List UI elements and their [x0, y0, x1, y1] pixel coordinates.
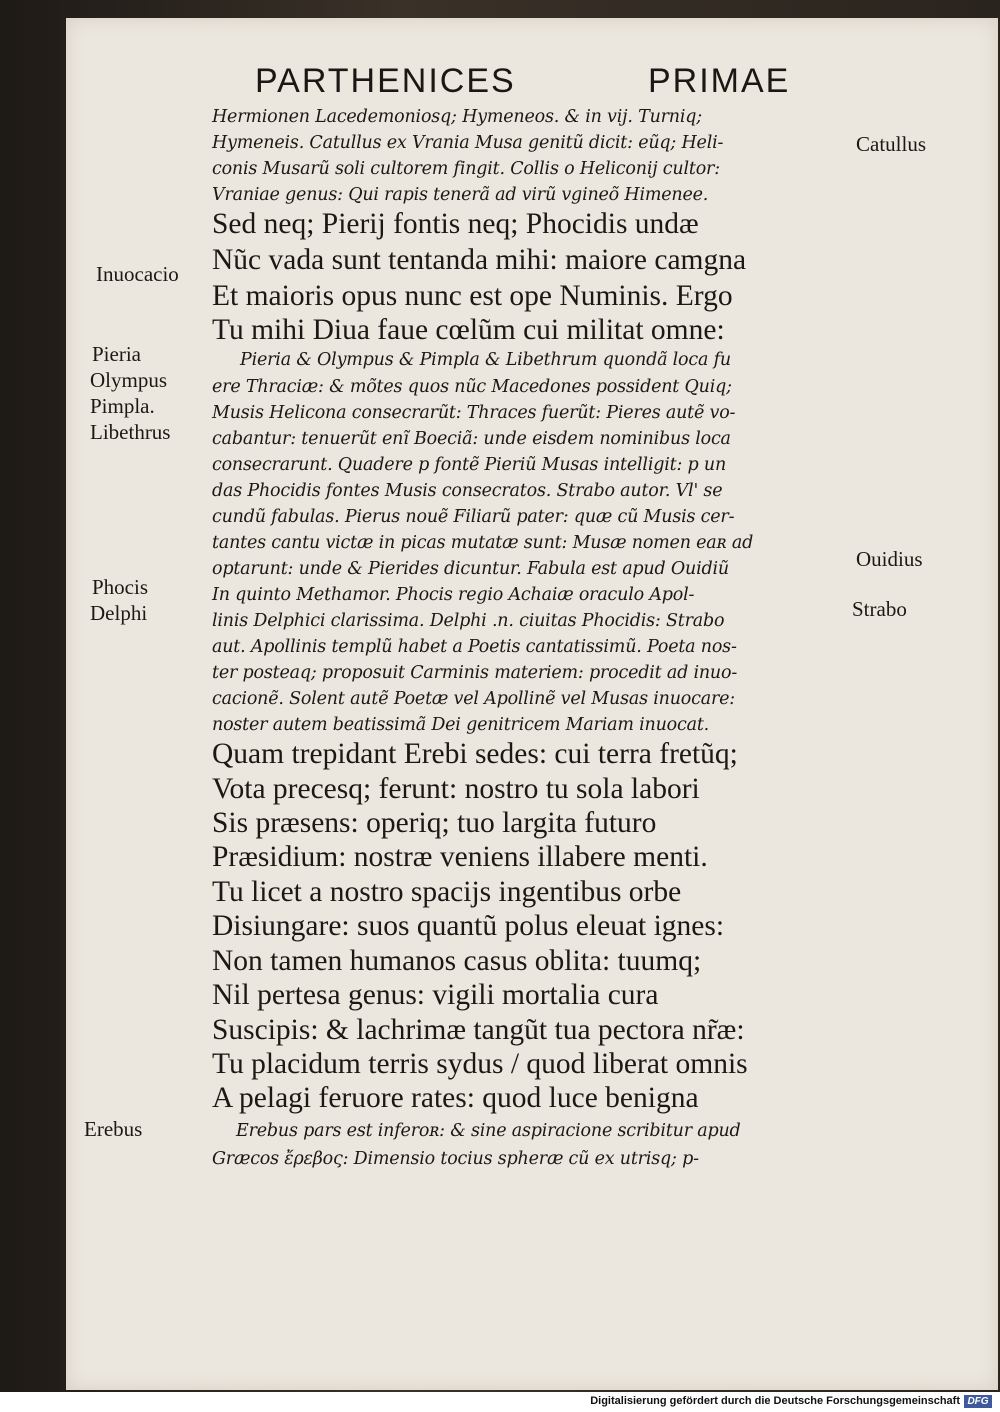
verse-line: Sis præsens: operiq; tuo largita futuro [212, 807, 657, 839]
footer-bar [0, 1392, 1000, 1412]
dfg-logo: DFG [964, 1395, 992, 1408]
verse-line: Vota precesq; ferunt: nostro tu sola labori [212, 773, 700, 805]
verse-line: A pelagi feruore rates: quod luce benigna [212, 1082, 699, 1114]
margin-note-ouidius: Ouidius [856, 547, 923, 571]
verse-line: Suscipis: & lachrimæ tangũt tua pectora nr̃æ: [212, 1014, 745, 1046]
verse-line: Sed neq; Pierij fontis neq; Phocidis undæ [212, 208, 699, 240]
text-line: In quinto Methamor. Phocis regio Achaiæ oraculo Apol- [212, 585, 695, 605]
verse-line: Nũc vada sunt tentanda mihi: maiore camgna [212, 244, 747, 276]
verse-line: Et maioris opus nunc est ope Numinis. Ergo [212, 280, 733, 312]
margin-note-strabo: Strabo [852, 597, 907, 621]
verse-line: Tu placidum terris sydus / quod liberat omnis [212, 1048, 748, 1080]
text-line: Græcos ἔρεβος: Dimensio tocius spheræ cũ ex utrisq; p- [212, 1149, 699, 1169]
verse-line: Disiungare: suos quantũ polus eleuat ignes: [212, 910, 725, 942]
verse-line: Tu licet a nostro spacijs ingentibus orbe [212, 876, 682, 908]
verse-line: Quam trepidant Erebi sedes: cui terra fretũq; [212, 738, 738, 770]
text-line: cacionẽ. Solent autẽ Poetæ vel Apollinẽ vel Musas inuocare: [212, 689, 735, 709]
text-line: Vraniae genus: Qui rapis tenerã ad virũ vgineõ Himenee. [212, 185, 709, 205]
verse-line: Tu mihi Diua faue cœlũm cui militat omne: [212, 314, 725, 346]
text-line: Pieria & Olympus & Pimpla & Libethrum quondã loca fu [240, 350, 731, 370]
text-line: Erebus pars est inferoʀ: & sine aspiracione scribitur apud [236, 1121, 741, 1141]
verse-line: Præsidium: nostræ veniens illabere menti. [212, 841, 708, 873]
margin-note-olympus: Olympus [90, 368, 168, 392]
text-line: noster autem beatissimã Dei genitricem Mariam inuocat. [212, 715, 710, 735]
text-line: conis Musarũ soli cultorem fingit. Collis o Heliconij cultor: [212, 159, 720, 179]
text-line: Hymeneis. Catullus ex Vrania Musa genitũ dicit: eũq; Heli- [212, 133, 724, 153]
text-line: ere Thraciæ: & mõtes quos nũc Macedones possident Quiq; [212, 377, 732, 397]
margin-note-pieria: Pieria [92, 342, 141, 366]
text-line: optarunt: unde & Pierides dicuntur. Fabula est apud Ouidiũ [212, 559, 729, 579]
margin-note-libethrus: Libethrus [90, 420, 171, 444]
margin-note-erebus: Erebus [84, 1117, 143, 1141]
text-line: aut. Apollinis templũ habet a Poetis cantatissimũ. Poeta nos- [212, 637, 737, 657]
funding-credit: Digitalisierung gefördert durch die Deutsche Forschungsgemeinschaft [590, 1395, 960, 1407]
margin-note-pimpla: Pimpla. [90, 394, 155, 418]
running-header-right: PRIMAE [648, 62, 791, 100]
text-line: ter posteaq; proposuit Carminis materiem: procedit ad inuo- [212, 663, 738, 683]
text-line: linis Delphici clarissima. Delphi .n. ciuitas Phocidis: Strabo [212, 611, 725, 631]
running-header-left: PARTHENICES [255, 62, 516, 100]
text-line: cundũ fabulas. Pierus nouẽ Filiarũ pater: quæ cũ Musis cer- [212, 507, 735, 527]
text-line: Hermionen Lacedemoniosq; Hymeneos. & in vij. Turniq; [212, 107, 702, 127]
text-line: cabantur: tenuerũt enĩ Boeciã: unde eisdem nominibus loca [212, 429, 731, 449]
text-line: consecrarunt. Quadere p fontẽ Pieriũ Musas intelligit: p un [212, 455, 727, 475]
verse-line: Non tamen humanos casus oblita: tuumq; [212, 945, 702, 977]
margin-note-inuocacio: Inuocacio [96, 262, 179, 286]
margin-note-catullus: Catullus [856, 132, 927, 156]
text-line: tantes cantu victæ in picas mutatæ sunt: Musæ nomen eaʀ ad [212, 533, 754, 553]
text-line: Musis Helicona consecrarũt: Thraces fuerũt: Pieres autẽ vo- [212, 403, 736, 423]
text-line: das Phocidis fontes Musis consecratos. Strabo autor. Vl' se [212, 481, 723, 501]
verse-line: Nil pertesa genus: vigili mortalia cura [212, 979, 659, 1011]
margin-note-delphi: Delphi [90, 601, 148, 625]
margin-note-phocis: Phocis [92, 575, 149, 599]
